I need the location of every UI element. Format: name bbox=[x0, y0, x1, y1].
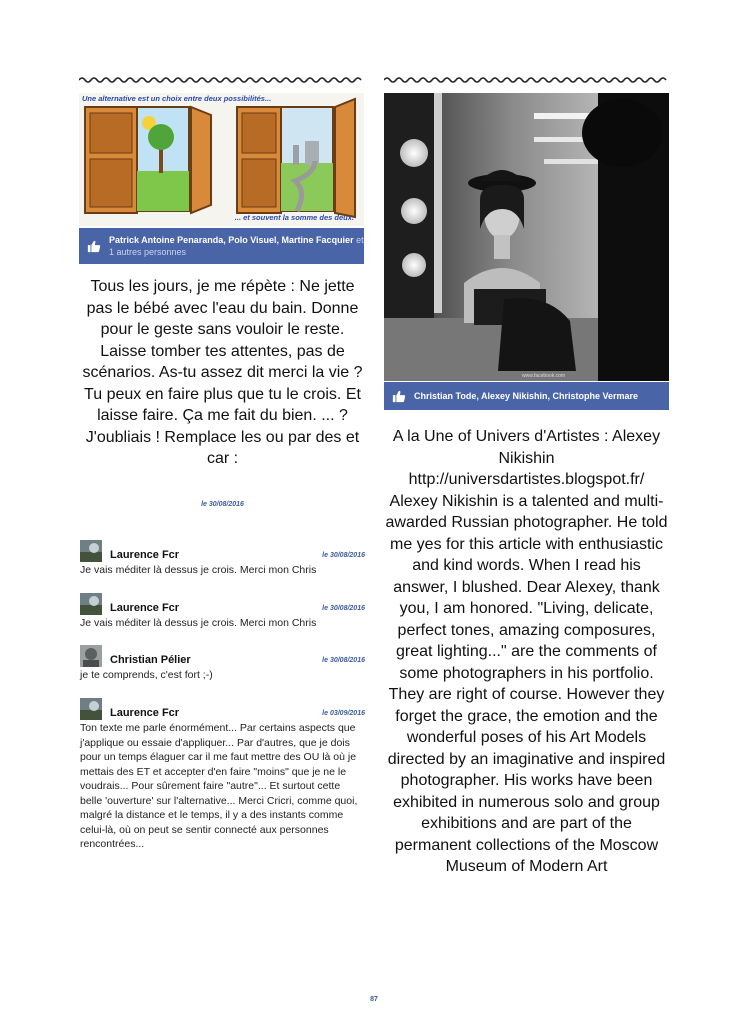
comment-text: Je vais méditer là dessus je crois. Merci mon Chris bbox=[80, 564, 317, 576]
avatar[interactable] bbox=[80, 645, 102, 667]
comment-1 bbox=[80, 540, 365, 578]
right-likes-names[interactable]: Christian Tode, Alexey Nikishin, Christophe Vermare bbox=[414, 391, 639, 401]
avatar[interactable] bbox=[80, 698, 102, 720]
right-likes-bar[interactable] bbox=[384, 382, 669, 410]
page-number: 87 bbox=[370, 996, 378, 1003]
comment-date: le 30/08/2016 bbox=[322, 657, 365, 664]
comment-date: le 30/08/2016 bbox=[322, 605, 365, 612]
divider-left bbox=[79, 76, 365, 84]
thumbs-up-icon bbox=[87, 239, 101, 253]
comment-author[interactable]: Christian Pélier bbox=[110, 654, 191, 666]
svg-text:www.facebook.com: www.facebook.com bbox=[522, 373, 566, 379]
left-post-text: Tous les jours, je me répète : Ne jette pas le bébé avec l'eau du bain. Donne pour le geste sans vouloir le reste. Laisse tomber tes attentes, pas de scénarios. As-tu assez dit merci la vie ? Tu peux en faire plus que tu le crois. Et laisse faire. Ça me fait du bien. ... ? J'oubliais ! Remplace les ou par des et car : bbox=[82, 278, 363, 467]
divider-right bbox=[384, 76, 669, 84]
image-caption-top: Une alternative est un choix entre deux possibilités... bbox=[82, 94, 272, 103]
thumbs-up-icon bbox=[392, 389, 406, 403]
comment-date: le 30/08/2016 bbox=[322, 552, 365, 559]
left-post-date: le 30/08/2016 bbox=[201, 501, 244, 508]
left-likes-more[interactable]: et 1 autres personnes bbox=[109, 235, 364, 257]
comment-author[interactable]: Laurence Fcr bbox=[110, 602, 180, 614]
portrait-photo bbox=[384, 93, 669, 381]
left-likes-names[interactable]: Patrick Antoine Penaranda, Polo Visuel, Martine Facquier bbox=[109, 235, 354, 245]
avatar[interactable] bbox=[80, 593, 102, 615]
comment-author[interactable]: Laurence Fcr bbox=[110, 707, 180, 719]
comment-3 bbox=[80, 645, 365, 683]
comment-text: je te comprends, c'est fort ;-) bbox=[80, 669, 213, 681]
comment-2 bbox=[80, 593, 365, 631]
left-likes-bar[interactable] bbox=[79, 228, 364, 264]
right-post-photo[interactable] bbox=[384, 93, 669, 381]
comment-date: le 03/09/2016 bbox=[322, 710, 365, 717]
comment-text: Je vais méditer là dessus je crois. Merci mon Chris bbox=[80, 617, 317, 629]
left-post-image[interactable] bbox=[79, 93, 364, 226]
comment-4 bbox=[80, 698, 365, 852]
image-caption-bottom: ... et souvent la somme des deux. bbox=[234, 213, 354, 222]
avatar[interactable] bbox=[80, 540, 102, 562]
right-post-text: A la Une of Univers d'Artistes : Alexey Nikishin http://universdartistes.blogspot.fr/ Alexey Nikishin is a talented and multi-awarded Russian photographer. He told me yes for this article with enthusiastic and kind words. When I read his answer, I blushed. Dear Alexey, thank you, I am honored. "Living, delicate, perfect tones, amazing composures, great lighting..." are the comments of some photographers in his portfolio. They are right of course. However they forget the grace, the emotion and the wonderful poses of his Art Models directed by an imaginative and inspired photographer. His works have been exhibited in numerous solo and group exhibitions and are part of the permanent collections of the Moscow Museum of Modern Art bbox=[385, 428, 668, 875]
comment-text: Ton texte me parle énormément... Par certains aspects que j'applique ou essaie d'appliquer... Par d'autres, que je dois pour un temps élaguer car il me faut mettre des OU là où je mettais des ET et accepter d'en faire "moins" que je ne le voudrais... Pour sûrement faire "autre"... Et surtout cette belle 'ouverture' sur l'alternative... Merci Cricri, comme quoi, malgré la distance et le temps, il y a des instants comme celui-là, où on peut se sentir connecté aux personnes rencontrées... bbox=[80, 722, 358, 850]
comment-author[interactable]: Laurence Fcr bbox=[110, 549, 180, 561]
windows-illustration bbox=[79, 93, 364, 226]
